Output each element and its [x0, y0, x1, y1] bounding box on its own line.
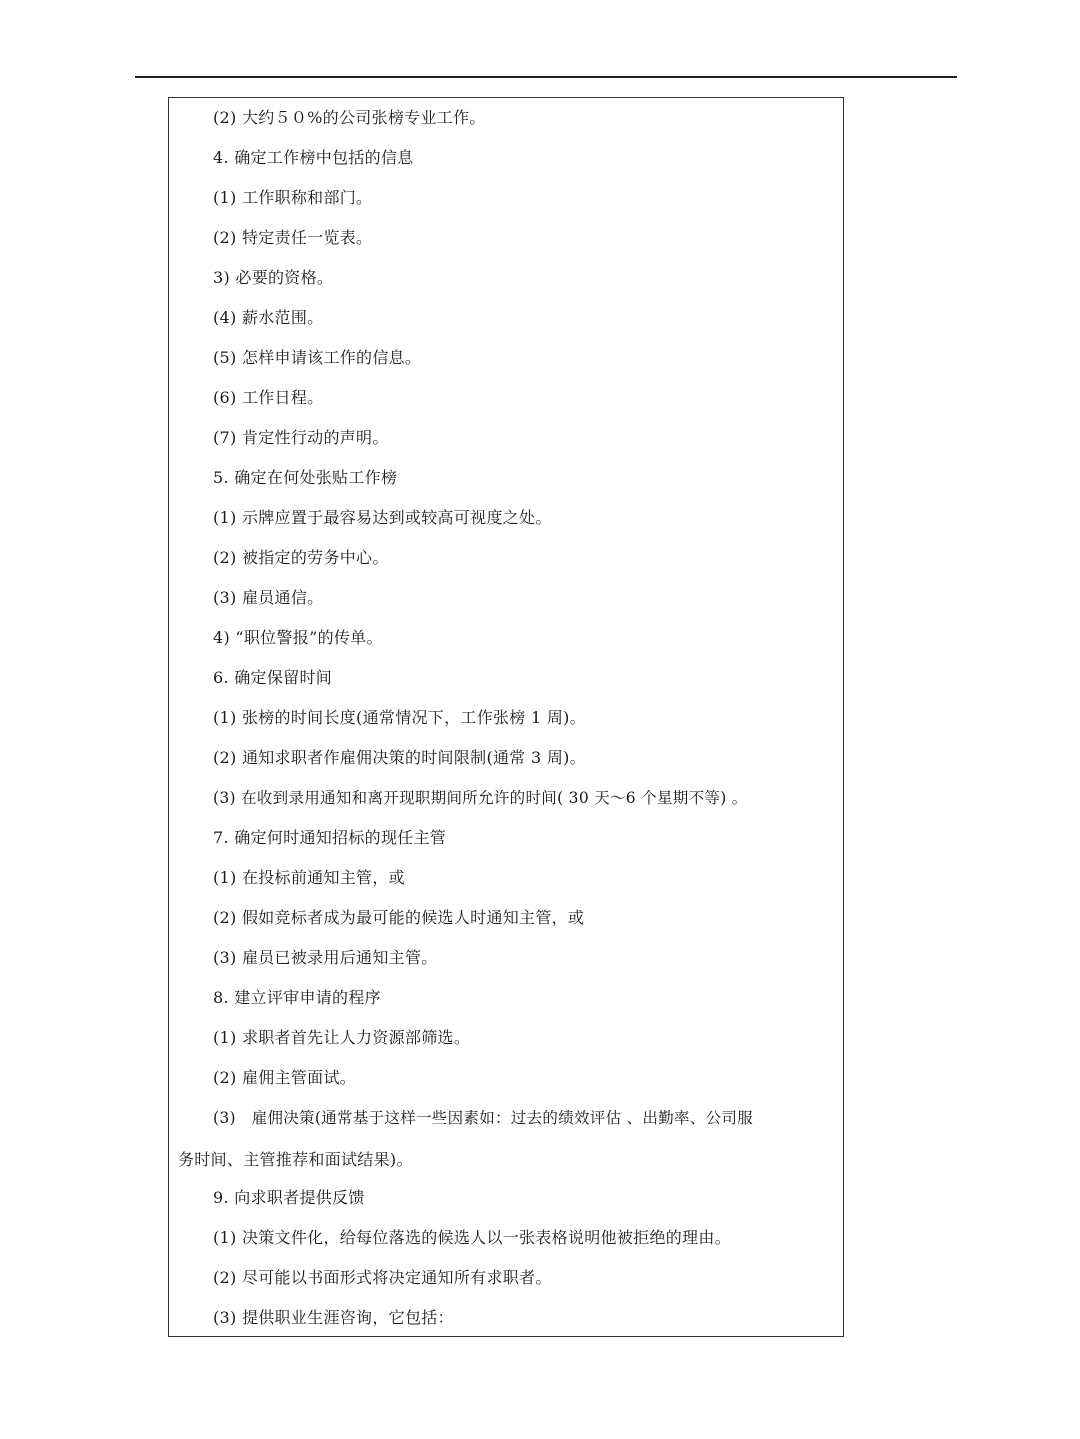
text-line: (1) 在投标前通知主管，或	[213, 868, 405, 887]
text-line: (3) 提供职业生涯咨询，它包括：	[213, 1308, 454, 1327]
text-line: (1) 求职者首先让人力资源部筛选。	[213, 1028, 471, 1047]
text-line: (2) 特定责任一览表。	[213, 228, 373, 247]
text-line: (2) 被指定的劳务中心。	[213, 548, 389, 567]
text-line: (2) 大约５０%的公司张榜专业工作。	[213, 108, 486, 127]
text-line-continuation: 务时间、主管推荐和面试结果)。	[178, 1150, 413, 1169]
text-line: 3) 必要的资格。	[213, 268, 334, 287]
section-heading: 9. 向求职者提供反馈	[213, 1188, 365, 1207]
text-line: (2) 假如竞标者成为最可能的候选人时通知主管，或	[213, 908, 585, 927]
text-line: (1) 张榜的时间长度(通常情况下，工作张榜 1 周)。	[213, 708, 586, 727]
section-heading: 7. 确定何时通知招标的现任主管	[213, 828, 447, 847]
text-line: (1) 示牌应置于最容易达到或较高可视度之处。	[213, 508, 552, 527]
section-heading: 6. 确定保留时间	[213, 668, 333, 687]
text-line: (3) 雇员已被录用后通知主管。	[213, 948, 438, 967]
text-line: (2) 雇佣主管面试。	[213, 1068, 357, 1087]
section-heading: 5. 确定在何处张贴工作榜	[213, 468, 398, 487]
text-line: (1) 决策文件化，给每位落选的候选人以一张表格说明他被拒绝的理由。	[213, 1228, 731, 1247]
section-heading: 4. 确定工作榜中包括的信息	[213, 148, 414, 167]
text-line: (6) 工作日程。	[213, 388, 324, 407]
text-line: (3) 在收到录用通知和离开现职期间所允许的时间( 30 天～6 个星期不等) 。	[213, 789, 748, 807]
text-line: (4) 薪水范围。	[213, 308, 324, 327]
text-line: (3) 雇佣决策(通常基于这样一些因素如：过去的绩效评估 、出勤率、公司服	[213, 1109, 754, 1127]
text-line: 4) “职位警报”的传单。	[213, 628, 383, 647]
text-line: (7) 肯定性行动的声明。	[213, 428, 389, 447]
header-rule	[135, 76, 957, 78]
text-line: (3) 雇员通信。	[213, 588, 324, 607]
text-line: (1) 工作职称和部门。	[213, 188, 373, 207]
text-line: (2) 通知求职者作雇佣决策的时间限制(通常 3 周)。	[213, 748, 586, 767]
text-line: (2) 尽可能以书面形式将决定通知所有求职者。	[213, 1268, 552, 1287]
text-line: (5) 怎样申请该工作的信息。	[213, 348, 422, 367]
section-heading: 8. 建立评审申请的程序	[213, 988, 381, 1007]
